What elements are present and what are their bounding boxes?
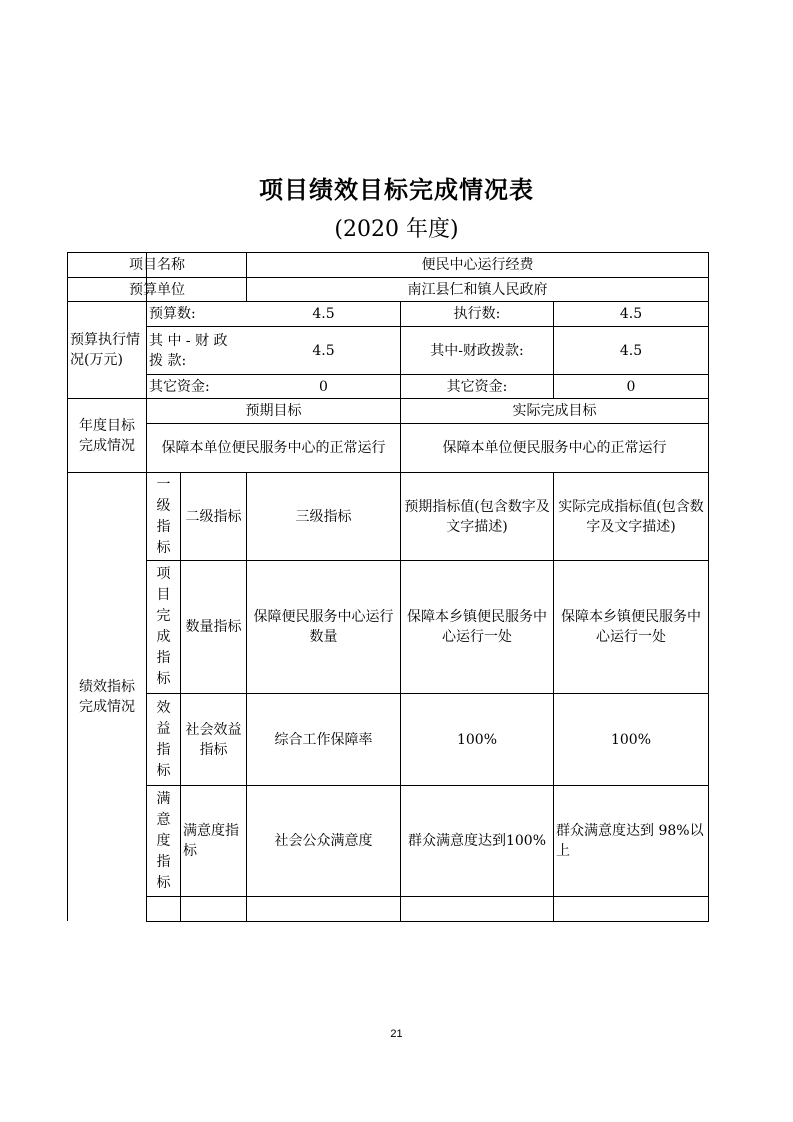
indicator-expected: 100%: [456, 731, 498, 748]
indicator-actual: 100%: [610, 731, 652, 748]
indicator-level3: 社会公众满意度: [274, 833, 373, 849]
header-level1: 一级指标: [156, 476, 171, 556]
page-title: 项目绩效目标完成情况表: [259, 176, 534, 204]
expected-goal-text: 保障本单位便民服务中心的正常运行: [161, 440, 386, 456]
annual-goal-label: 年度目标完成情况: [79, 417, 135, 454]
budget-amount-value: 4.5: [312, 306, 335, 322]
indicator-level2: 满意度指标: [183, 823, 239, 859]
indicator-level1: 满意度指标: [156, 790, 171, 891]
indicator-level1: 效益指标: [156, 699, 171, 779]
indicator-expected: 保障本乡镇便民服务中心运行一处: [407, 609, 547, 645]
actual-goal-header: 实际完成目标: [512, 403, 597, 419]
page-subtitle: (2020 年度): [334, 217, 459, 242]
exec-other-value: 0: [626, 378, 636, 395]
indicator-actual: 保障本乡镇便民服务中心运行一处: [561, 609, 701, 645]
perf-label: 绩效指标完成情况: [79, 679, 135, 715]
indicator-level3: 保障便民服务中心运行数量: [253, 609, 394, 645]
indicator-expected: 群众满意度达到100%: [407, 833, 547, 849]
indicator-level2: 社会效益指标: [185, 721, 242, 758]
indicator-level1: 项目完成指标: [156, 566, 171, 687]
exec-amount-value: 4.5: [619, 306, 643, 322]
header-actual: 实际完成指标值(包含数字及文字描述): [558, 498, 704, 535]
project-name-value: 便民中心运行经费: [421, 257, 534, 273]
expected-goal-header: 预期目标: [245, 403, 302, 419]
budget-fiscal-label: 其 中 - 财 政 拨 款:: [149, 332, 228, 369]
budget-amount-label: 预算数:: [149, 306, 196, 322]
exec-fiscal-value: 4.5: [619, 342, 643, 359]
budget-unit-value: 南江县仁和镇人民政府: [407, 281, 548, 298]
budget-exec-label: 预算执行情况(万元): [70, 332, 140, 368]
header-level3: 三级指标: [295, 508, 352, 525]
indicator-actual: 群众满意度达到 98%以上: [556, 823, 704, 859]
project-name-label: 项目名称: [129, 257, 185, 273]
budget-unit-label: 预算单位: [129, 281, 185, 298]
exec-fiscal-label: 其中-财政拨款:: [430, 342, 524, 359]
budget-other-label: 其它资金:: [149, 378, 210, 395]
page-number: 21: [390, 1028, 403, 1040]
indicator-level2: 数量指标: [185, 619, 242, 635]
budget-fiscal-value: 4.5: [312, 342, 335, 359]
indicator-level3: 综合工作保障率: [274, 731, 373, 748]
actual-goal-text: 保障本单位便民服务中心的正常运行: [442, 440, 667, 456]
exec-other-label: 其它资金:: [446, 378, 508, 395]
budget-other-value: 0: [319, 378, 328, 395]
exec-amount-label: 执行数:: [453, 306, 501, 322]
header-expected: 预期指标值(包含数字及文字描述): [404, 498, 550, 535]
header-level2: 二级指标: [185, 508, 242, 525]
